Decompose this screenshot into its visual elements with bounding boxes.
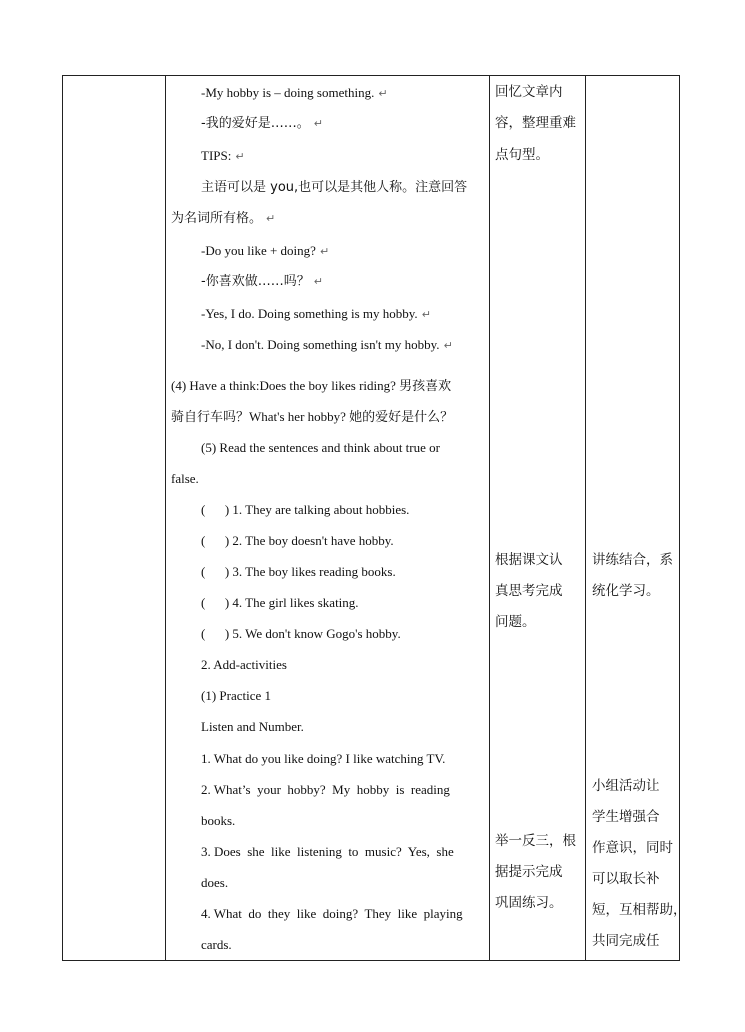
student-activity-line: 点句型。 (495, 147, 549, 163)
tips-line: 为名词所有格。 ↵ (171, 211, 276, 226)
true-false-item: ( ) 4. The girl likes skating. (201, 595, 359, 610)
design-purpose-line: 作意识，同时 (592, 840, 673, 856)
student-activity-line: 问题。 (495, 614, 536, 630)
tips-heading: TIPS: ↵ (201, 148, 245, 163)
student-activity-line: 容，整理重难 (495, 115, 576, 131)
column-divider-2 (489, 76, 490, 960)
practice-sentence: books. (201, 813, 236, 828)
paragraph-mark-icon: ↵ (313, 117, 323, 130)
think-question-line: (4) Have a think:Does the boy likes riding? 男孩喜欢 (171, 378, 452, 393)
practice-heading: (1) Practice 1 (201, 688, 272, 703)
design-purpose-line: 共同完成任 (592, 933, 660, 949)
practice-sentence: 1. What do you like doing? I like watching TV. (201, 751, 446, 766)
paragraph-mark-icon: ↵ (266, 212, 276, 225)
paragraph-mark-icon: ↵ (235, 150, 245, 163)
sentence-pattern-line: -No, I don't. Doing something isn't my hobby. ↵ (201, 337, 453, 352)
lesson-plan-table (62, 75, 687, 961)
practice-sentence: 2. What’s your hobby? My hobby is reading (201, 782, 450, 797)
column-divider-3 (585, 76, 586, 960)
true-false-item: ( ) 2. The boy doesn't have hobby. (201, 533, 394, 548)
true-false-item: ( ) 3. The boy likes reading books. (201, 564, 396, 579)
paragraph-mark-icon: ↵ (319, 245, 330, 258)
student-activity-line: 据提示完成 (495, 864, 563, 880)
think-question-line: 骑自行车吗？What's her hobby? 她的爱好是什么？ (171, 409, 454, 424)
student-activity-line: 举一反三，根 (495, 833, 576, 849)
paragraph-mark-icon: ↵ (313, 275, 323, 288)
student-activity-line: 根据课文认 (495, 552, 563, 568)
sentence-pattern-line: -Do you like + doing? ↵ (201, 243, 330, 258)
design-purpose-line: 学生增强合 (592, 809, 660, 825)
sentence-pattern-line: -My hobby is – doing something. ↵ (201, 85, 388, 100)
student-activity-line: 巩固练习。 (495, 895, 563, 911)
task-instruction-line: false. (171, 471, 199, 486)
sentence-pattern-line: -你喜欢做……吗？ ↵ (201, 274, 323, 289)
paragraph-mark-icon: ↵ (378, 87, 388, 100)
true-false-item: ( ) 5. We don't know Gogo's hobby. (201, 626, 401, 641)
design-purpose-line: 统化学习。 (592, 583, 660, 599)
design-purpose-line: 短，互相帮助， (592, 902, 687, 918)
design-purpose-line: 可以取长补 (592, 871, 660, 887)
task-instruction-line: (5) Read the sentences and think about true or (201, 440, 440, 455)
design-purpose-line: 小组活动让 (592, 778, 660, 794)
student-activity-line: 回忆文章内 (495, 84, 563, 100)
student-activity-line: 真思考完成 (495, 583, 563, 599)
practice-sentence: 4. What do they like doing? They like playing (201, 906, 463, 921)
section-heading: 2. Add-activities (201, 657, 287, 672)
column-divider-1 (165, 76, 166, 960)
true-false-item: ( ) 1. They are talking about hobbies. (201, 502, 410, 517)
practice-sentence: cards. (201, 937, 232, 952)
practice-sentence: 3. Does she like listening to music? Yes, she (201, 844, 454, 859)
practice-sentence: does. (201, 875, 229, 890)
tips-line: 主语可以是 you,也可以是其他人称。注意回答 (201, 180, 468, 195)
sentence-pattern-line: -我的爱好是……。 ↵ (201, 116, 323, 131)
design-purpose-line: 讲练结合，系 (592, 552, 673, 568)
practice-instruction: Listen and Number. (201, 719, 304, 734)
sentence-pattern-line: -Yes, I do. Doing something is my hobby. ↵ (201, 306, 431, 321)
paragraph-mark-icon: ↵ (443, 339, 453, 352)
paragraph-mark-icon: ↵ (421, 308, 431, 321)
